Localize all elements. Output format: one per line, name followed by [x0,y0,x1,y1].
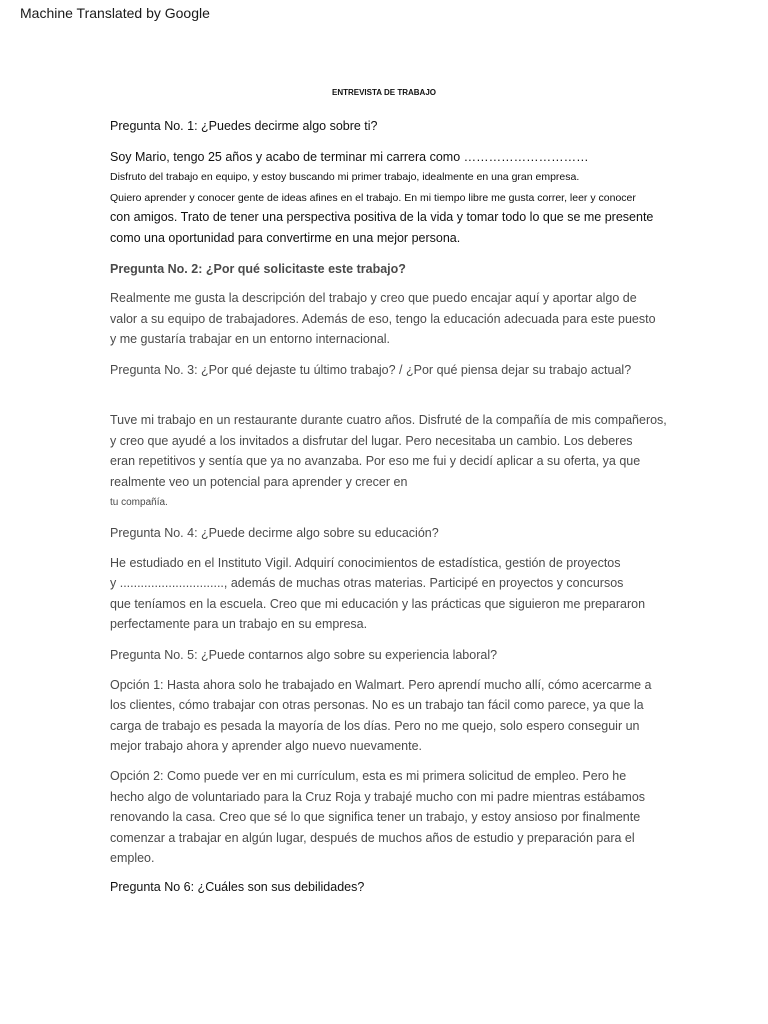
document-title: ENTREVISTA DE TRABAJO [331,88,436,97]
answer-line-a1-4: con amigos. Trato de tener una perspectiva positiva de la vida y tomar todo lo que se me presente [110,210,654,224]
answer-line-a2-1: Realmente me gusta la descripción del trabajo y creo que puedo encajar aquí y aportar algo de [110,291,637,305]
answer-line-a5-3: carga de trabajo es pesada la mayoría de los días. Pero no me quejo, solo espero conseguir un [110,719,640,733]
answer-line-a5-8: comenzar a trabajar en algún lugar, después de muchos años de estudio y preparación para el [110,831,635,845]
question-q1: Pregunta No. 1: ¿Puedes decirme algo sobre ti? [110,119,378,133]
answer-line-a4-4: perfectamente para un trabajo en su empresa. [110,617,368,631]
answer-line-a5-4: mejor trabajo ahora y aprender algo nuevo nuevamente. [110,739,423,753]
answer-line-a5-2: los clientes, cómo trabajar con otras personas. No es un trabajo tan fácil como parece, ya que la [110,698,644,712]
answer-line-a4-1: He estudiado en el Instituto Vigil. Adquirí conocimientos de estadística, gestión de proyectos [110,556,621,570]
answer-line-a5-6: hecho algo de voluntariado para la Cruz Roja y trabajé mucho con mi padre mientras estábamos [110,790,646,804]
machine-translation-banner: Machine Translated by Google [20,5,210,21]
answer-line-a5-5: Opción 2: Como puede ver en mi currículum, esta es mi primera solicitud de empleo. Pero he [110,769,627,783]
answer-line-a4-3: que teníamos en la escuela. Creo que mi educación y las prácticas que siguieron me prepararon [110,597,646,611]
question-q5: Pregunta No. 5: ¿Puede contarnos algo sobre su experiencia laboral? [110,648,498,662]
answer-line-a1-3: Quiero aprender y conocer gente de ideas afines en el trabajo. En mi tiempo libre me gusta correr, leer y conocer [110,192,636,204]
question-q3: Pregunta No. 3: ¿Por qué dejaste tu último trabajo? / ¿Por qué piensa dejar su trabajo actual? [110,363,632,377]
answer-line-a3-1: Tuve mi trabajo en un restaurante durante cuatro años. Disfruté de la compañía de mis compañeros, [110,413,667,427]
answer-line-a2-3: y me gustaría trabajar en un entorno internacional. [110,332,391,346]
answer-line-a3-4: realmente veo un potencial para aprender y crecer en [110,475,408,489]
answer-line-a5-1: Opción 1: Hasta ahora solo he trabajado en Walmart. Pero aprendí mucho allí, cómo acercarme a [110,678,652,692]
question-q6: Pregunta No 6: ¿Cuáles son sus debilidades? [110,880,365,894]
answer-line-a1-1: Soy Mario, tengo 25 años y acabo de terminar mi carrera como ………………………… [110,150,589,164]
question-q2: Pregunta No. 2: ¿Por qué solicitaste este trabajo? [110,262,406,276]
answer-line-a5-7: renovando la casa. Creo que sé lo que significa tener un trabajo, y estoy ansioso por finalmente [110,810,641,824]
answer-line-a4-2: y .............................., además de muchas otras materias. Participé en proyectos y concursos [110,576,624,590]
answer-line-a3-3: eran repetitivos y sentía que ya no avanzaba. Por eso me fui y decidí aplicar a su oferta, ya que [110,454,641,468]
answer-line-a5-9: empleo. [110,851,155,865]
answer-line-a2-2: valor a su equipo de trabajadores. Además de eso, tengo la educación adecuada para este puesto [110,312,656,326]
question-q4: Pregunta No. 4: ¿Puede decirme algo sobre su educación? [110,526,439,540]
answer-line-a1-5: como una oportunidad para convertirme en una mejor persona. [110,231,461,245]
answer-line-a3-5: tu compañía. [110,497,168,508]
answer-line-a1-2: Disfruto del trabajo en equipo, y estoy buscando mi primer trabajo, idealmente en una gran empresa. [110,171,580,183]
answer-line-a3-2: y creo que ayudé a los invitados a disfrutar del lugar. Pero necesitaba un cambio. Los deberes [110,434,633,448]
